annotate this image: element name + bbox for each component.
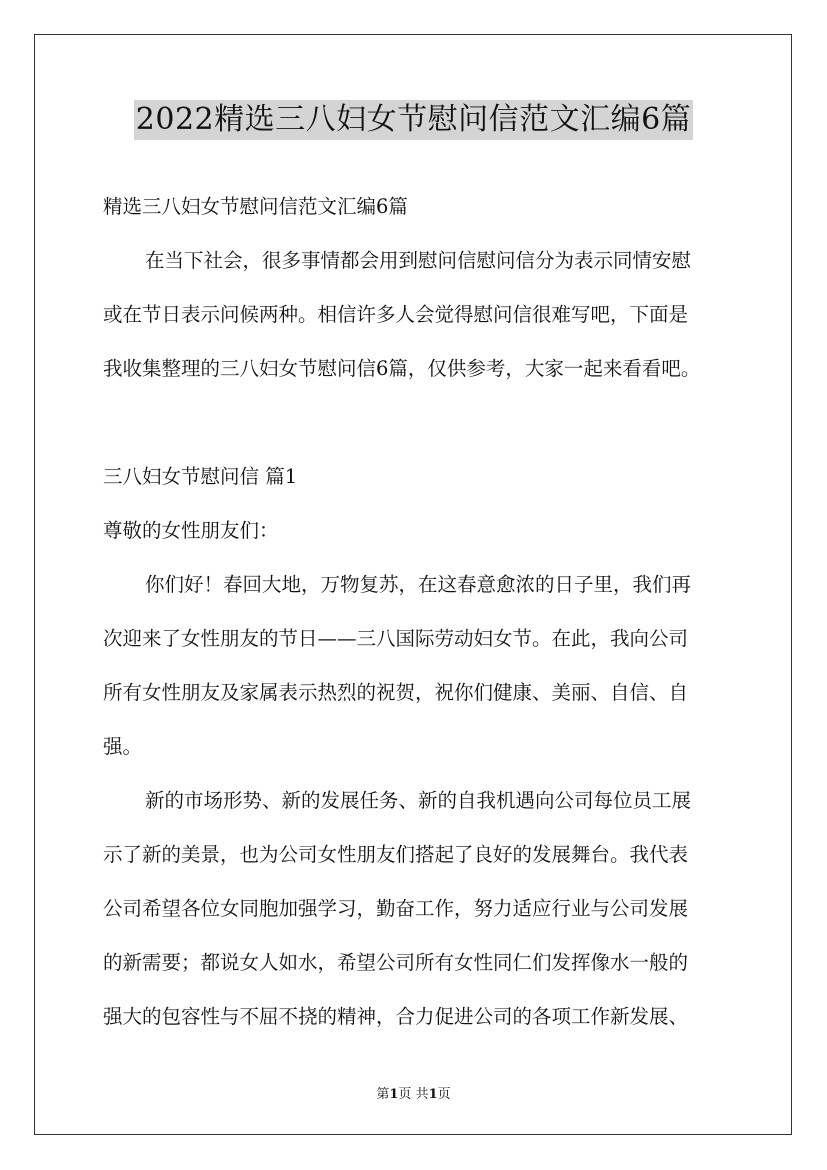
footer-page-mid: 页 共 [398,1087,429,1102]
subtitle-line: 精选三八妇女节慰问信范文汇编6篇 [103,195,408,218]
paragraph-1-line-2: 次迎来了女性朋友的节日——三八国际劳动妇女节。在此，我向公司 [103,627,689,650]
intro-line-3: 我收集整理的三八妇女节慰问信6篇，仅供参考，大家一起来看看吧。 [103,357,701,380]
section-heading: 三八妇女节慰问信 篇1 [103,465,298,488]
footer-page-number: 1 [389,1087,399,1102]
footer-page-prefix: 第 [376,1087,390,1102]
document-body [103,180,733,1044]
document-title: 2022精选三八妇女节慰问信范文汇编6篇 [134,100,693,140]
paragraph-2-line-3: 公司希望各位女同胞加强学习，勤奋工作，努力适应行业与公司发展 [103,897,689,920]
intro-line-2: 或在节日表示问候两种。相信许多人会觉得慰问信很难写吧，下面是 [103,303,689,326]
footer-page-suffix: 页 [437,1087,451,1102]
intro-line-1: 在当下社会，很多事情都会用到慰问信慰问信分为表示同情安慰 [145,249,692,272]
document-title-container [0,100,827,140]
paragraph-2-line-2: 示了新的美景，也为公司女性朋友们搭起了良好的发展舞台。我代表 [103,843,689,866]
paragraph-2-line-5: 强大的包容性与不屈不挠的精神，合力促进公司的各项工作新发展、 [103,1005,689,1028]
paragraph-2-line-4: 的新需要；都说女人如水，希望公司所有女性同仁们发挥像水一般的 [103,951,689,974]
paragraph-1-line-4: 强。 [103,735,143,758]
paragraph-1-line-1: 你们好！春回大地，万物复苏，在这春意愈浓的日子里，我们再 [145,573,692,596]
paragraph-2-line-1: 新的市场形势、新的发展任务、新的自我机遇向公司每位员工展 [145,789,692,812]
paragraph-1-line-3: 所有女性朋友及家属表示热烈的祝贺，祝你们健康、美丽、自信、自 [103,681,689,704]
footer-total-pages: 1 [428,1087,438,1102]
page-footer [0,1083,827,1102]
salutation: 尊敬的女性朋友们： [103,519,279,542]
blank-line [103,396,733,450]
